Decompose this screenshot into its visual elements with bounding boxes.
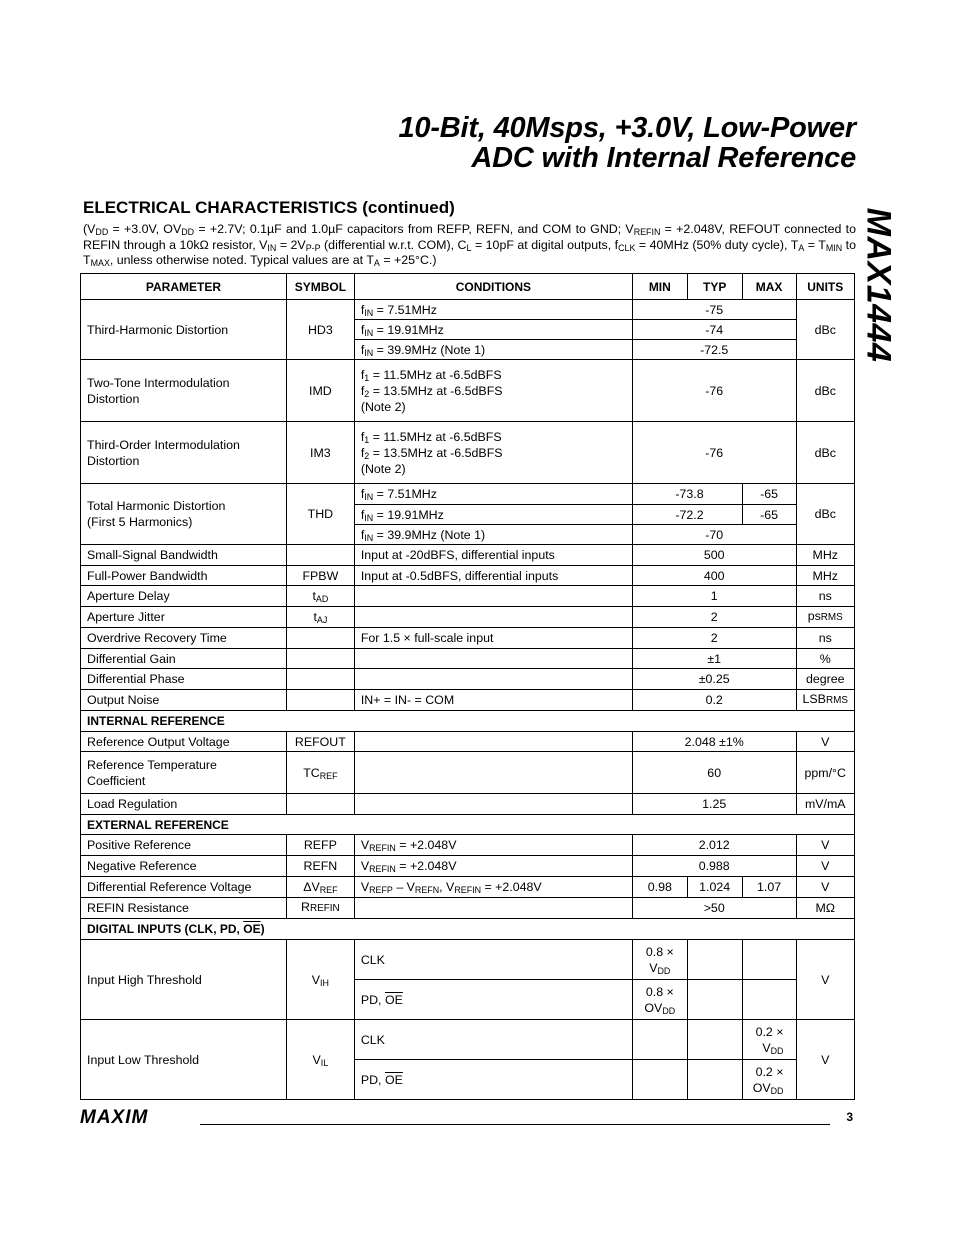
electrical-characteristics-table [80,273,855,1100]
table-row: Aperture Jitter $t_{AJ}$ 2 psRMS [81,607,855,628]
page-title: 10-Bit, 40Msps, +3.0V, Low-Power ADC with Internal Reference [398,112,856,174]
table-row: Load Regulation 1.25 mV/mA [81,794,855,815]
table-row: Differential Reference Voltage $\Delta V_{REF}$ $V_{REFP} - V_{REFN}$, $V_{REFIN} = +2.048V$ 0.98 1.024 1.07 V [81,877,855,898]
footer-rule [200,1124,830,1125]
table-row: $f_{IN} = 19.91MHz$ -72.2 -65 [81,505,855,525]
table-row: Third-Order Intermodulation Distortion IM3 $f_1 = 11.5MHz$ at -6.5dBFS $f_2 = 13.5MHz$ at -6.5dBFS (Note 2) -76 dBc [81,422,855,484]
table-row: REFIN Resistance RREFIN >50 MΩ [81,898,855,919]
table-row: Positive Reference REFP $V_{REFIN} = +2.048V$ 2.012 V [81,835,855,856]
table-row: Output Noise IN+ = IN- = COM 0.2 LSBRMS [81,690,855,711]
table-row: $f_{IN} = 39.9MHz$ (Note 1) -70 [81,525,855,545]
maxim-logo: MAXIM [80,1107,149,1128]
table-row: Differential Phase ±0.25 degree [81,669,855,690]
table-row: Two-Tone Intermodulation Distortion IMD $f_1 = 11.5MHz$ at -6.5dBFS $f_2 = 13.5MHz$ at -6.5dBFS (Note 2) -76 dBc [81,360,855,422]
table-row: Total Harmonic Distortion (First 5 Harmonics) THD $f_{IN} = 7.51MHz$ -73.8 -65 dBc [81,484,855,505]
section-row: EXTERNAL REFERENCE [81,815,855,835]
section-row: INTERNAL REFERENCE [81,711,855,732]
table-row: Differential Gain ±1 % [81,649,855,669]
section-title: ELECTRICAL CHARACTERISTICS (continued) [83,198,455,217]
table-row: Reference Output Voltage REFOUT 2.048 ±1% V [81,732,855,752]
footer [80,1107,855,1131]
test-conditions: ($V_{DD} = +3.0V$, $OV_{DD} = +2.7V$; 0.1µF and 1.0µF capacitors from REFP, REFN, and COM to GND; $V_{REFIN} = +2.048V$, REFOUT connected to REFIN through a 10kΩ resistor, $V_{IN} = 2V_{P-P}$ (differential w.r.t. COM), $C_L = 10pF$ at digital outputs, $f_{CLK} = 40MHz$ (50% duty cycle), $T_A = T_{MIN}$ to $T_{MAX}$, unless otherwise noted. Typical values are at $T_A = +25^\circ C$.) [83,222,857,269]
table-row: Overdrive Recovery Time For 1.5 × full-scale input 2 ns [81,628,855,649]
section-row: DIGITAL INPUTS (CLK, PD, $\overline{OE}$) [81,919,855,940]
table-row: Negative Reference REFN $V_{REFIN} = +2.048V$ 0.988 V [81,856,855,877]
table-row: Input High Threshold $V_{IH}$ CLK 0.8 × $V_{DD}$ V [81,940,855,980]
table-row: PD, $\overline{OE}$ 0.8 × $OV_{DD}$ [81,980,855,1020]
table-row: Third-Harmonic Distortion HD3 $f_{IN} = 7.51MHz$ -75 dBc [81,300,855,320]
table-row: Aperture Delay $t_{AD}$ 1 ns [81,586,855,607]
table-row: Input Low Threshold $V_{IL}$ CLK 0.2 × $V_{DD}$ V [81,1020,855,1060]
table-row: Reference Temperature Coefficient $TC_{REF}$ 60 ppm/°C [81,752,855,794]
table-header: PARAMETER SYMBOL CONDITIONS MIN TYP MAX UNITS [81,274,855,300]
page-number: 3 [846,1110,853,1124]
table-row: Small-Signal Bandwidth Input at -20dBFS, differential inputs 500 MHz [81,545,855,566]
table-row: PD, $\overline{OE}$ 0.2 × $OV_{DD}$ [81,1060,855,1100]
table-row: Full-Power Bandwidth FPBW Input at -0.5dBFS, differential inputs 400 MHz [81,566,855,586]
table-row: $f_{IN} = 39.9MHz$ (Note 1) -72.5 [81,340,855,360]
side-part-number: MAX1444 [859,207,898,363]
table-row: $f_{IN} = 19.91MHz$ -74 [81,320,855,340]
